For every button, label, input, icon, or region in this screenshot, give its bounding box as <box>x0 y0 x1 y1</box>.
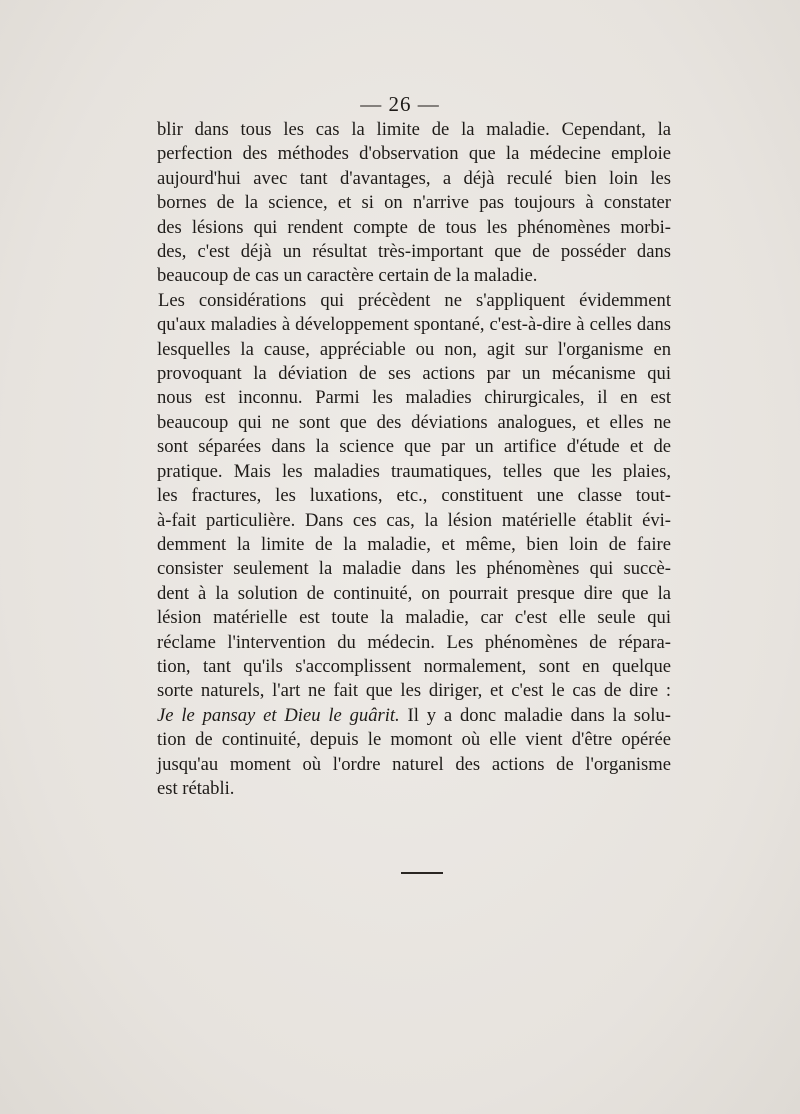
text-line: tion de continuité, depuis le momont où elle vient d'être opérée <box>157 729 671 751</box>
text-line: provoquant la déviation de ses actions par un mécanisme qui <box>157 363 671 385</box>
text-line: jusqu'au moment où l'ordre naturel des actions de l'organisme <box>157 753 671 775</box>
text-line: lesquelles la cause, appréciable ou non, agit sur l'organisme en <box>157 338 671 360</box>
text-line: beaucoup qui ne sont que des déviations analogues, et elles ne <box>157 411 671 433</box>
page-number: — 26 — <box>360 92 440 116</box>
body-text <box>157 118 671 801</box>
paragraph-2 <box>157 289 671 802</box>
text-line: consister seulement la maladie dans les phénomènes qui succè- <box>157 558 671 580</box>
text-line: lésion matérielle est toute la maladie, car c'est elle seule qui <box>157 607 671 629</box>
text-line: aujourd'hui avec tant d'avantages, a déjà reculé bien loin les <box>157 167 671 189</box>
text-line: pratique. Mais les maladies traumatiques, telles que les plaies, <box>157 460 671 482</box>
text-line: qu'aux maladies à développement spontané, c'est-à-dire à celles dans <box>157 314 671 336</box>
text-line: nous est inconnu. Parmi les maladies chirurgicales, il en est <box>157 387 671 409</box>
text-line: demment la limite de la maladie, et même, bien loin de faire <box>157 533 671 555</box>
quote-italic: Je le pansay et Dieu le guârit. <box>157 704 400 726</box>
text-line: les fractures, les luxations, etc., constituent une classe tout- <box>157 485 671 507</box>
quote-rest: Il y a donc maladie dans la solu- <box>399 704 671 726</box>
text-line: blir dans tous les cas la limite de la maladie. Cependant, la <box>157 119 671 140</box>
text-line: des lésions qui rendent compte de tous les phénomènes morbi- <box>157 216 671 238</box>
text-line: bornes de la science, et si on n'arrive pas toujours à constater <box>157 192 671 214</box>
text-line: sorte naturels, l'art ne fait que les diriger, et c'est le cas de dire : <box>157 680 671 702</box>
text-line: perfection des méthodes d'observation que la médecine emploie <box>157 143 671 165</box>
text-line: réclame l'intervention du médecin. Les phénomènes de répara- <box>157 631 671 653</box>
text-line: tion, tant qu'ils s'accomplissent normalement, sont en quelque <box>157 655 671 677</box>
text-line: dent à la solution de continuité, on pourrait presque dire que la <box>157 582 671 604</box>
text-line: beaucoup de cas un caractère certain de la maladie. <box>157 265 538 287</box>
text-line: à-fait particulière. Dans ces cas, la lésion matérielle établit évi- <box>157 509 671 531</box>
text-line: des, c'est déjà un résultat très-important que de posséder dans <box>157 241 671 263</box>
quote-line <box>157 704 671 728</box>
text-line: est rétabli. <box>157 777 235 799</box>
section-divider <box>401 872 443 874</box>
text-line: Les considérations qui précèdent ne s'appliquent évidemment <box>158 289 671 311</box>
text-line: sont séparées dans la science que par un artifice d'étude et de <box>157 436 671 458</box>
paragraph-1 <box>157 118 671 289</box>
